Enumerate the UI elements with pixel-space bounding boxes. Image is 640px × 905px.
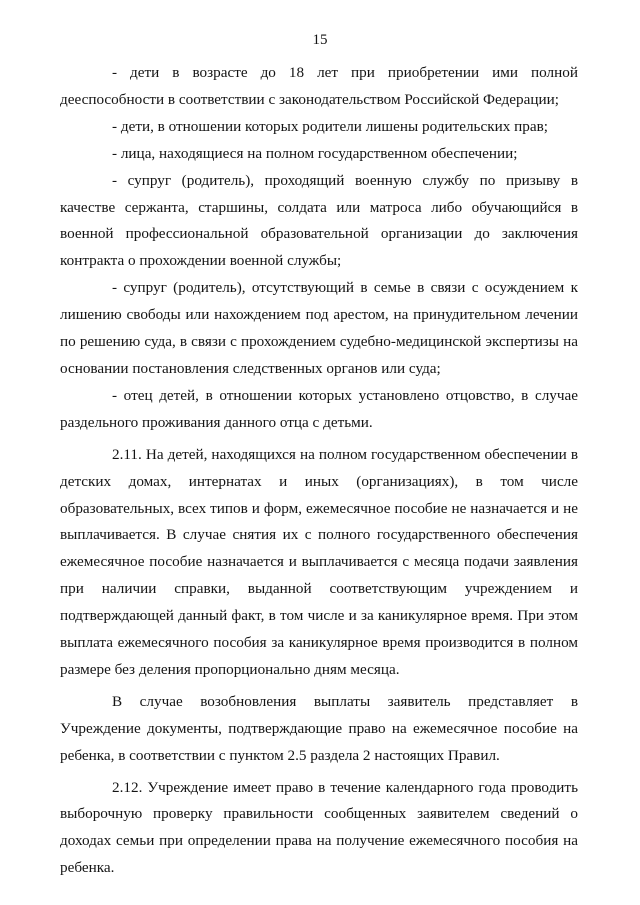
paragraph-resumption: В случае возобновления выплаты заявитель представляет в Учреждение документы, подтверждающие право на ежемесячное пособие на ребенка, в соответствии с пунктом 2.5 раздела 2 настоящих Правил. bbox=[60, 692, 578, 764]
paragraph-military-service: - супруг (родитель), проходящий военную службу по призыву в качестве сержанта, старшины, солдата или матроса либо обучающийся в военной профессиональной образовательной организации до заключения контракта о прохождении военной службы; bbox=[60, 171, 578, 270]
paragraph-2-11: 2.11. На детей, находящихся на полном государственном обеспечении в детских домах, интернатах и иных (организациях), в том числе образовательных, всех типов и форм, ежемесячное пособие не назначается и не выплачивается. В случае снятия их с полного государственного обеспечения ежемесячное пособие назначается и выплачивается с месяца подачи заявления при наличии справки, выданной соответствующим учреждением и подтверждающей данный факт, в том числе и за каникулярное время. При этом выплата ежемесячного пособия за каникулярное время производится в полном размере без деления пропорционально дням месяца. bbox=[60, 445, 578, 678]
paragraph-2-12: 2.12. Учреждение имеет право в течение календарного года проводить выборочную проверку правильности сообщенных заявителем сведений о доходах семьи при определении права на получение ежемесячного пособия на ребенка. bbox=[60, 778, 578, 877]
paragraph-state-support: - лица, находящиеся на полном государственном обеспечении; bbox=[112, 144, 518, 162]
paragraph-parental-rights: - дети, в отношении которых родители лишены родительских прав; bbox=[112, 117, 548, 135]
paragraph-father-separate: - отец детей, в отношении которых установлено отцовство, в случае раздельного проживания данного отца с детьми. bbox=[60, 386, 578, 431]
paragraph-absent-spouse: - супруг (родитель), отсутствующий в семье в связи с осуждением к лишению свободы или нахождением под арестом, на принудительном лечении по решению суда, в связи с прохождением судебно-медицинской экспертизы на основании постановления следственных органов или суда; bbox=[60, 279, 578, 377]
document-body bbox=[60, 60, 578, 882]
paragraph-adult-children: - дети в возрасте до 18 лет при приобретении ими полной дееспособности в соответствии с законодательством Российской Федерации; bbox=[60, 64, 578, 108]
page-number: 15 bbox=[312, 32, 328, 48]
